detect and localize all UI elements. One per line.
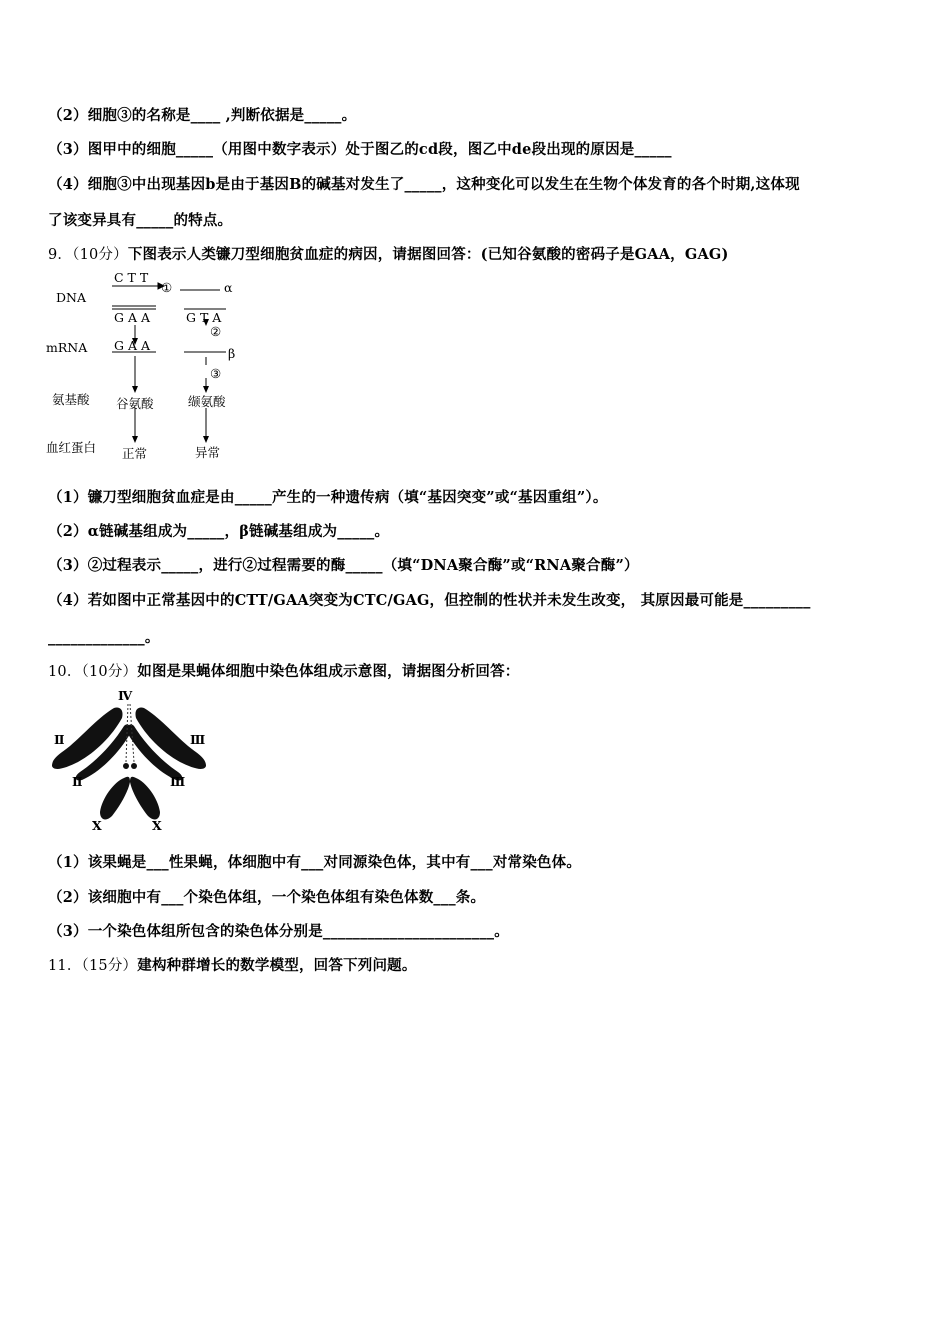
label-x-right: X (152, 818, 162, 833)
right-amino-acid: 缬氨酸 (188, 394, 226, 409)
row-label-mrna: mRNA (46, 340, 88, 355)
q8-part4-line1: （4）细胞③中出现基因b是由于基因B的碱基对发生了_____，这种变化可以发生在生物个体发育的各个时期,这体现 (48, 176, 800, 193)
chromosome-drawing (44, 686, 214, 836)
alpha-label: α (224, 280, 233, 295)
q10-part3: （3）一个染色体组所包含的染色体分别是_______________________。 (48, 923, 509, 940)
beta-label: β (228, 346, 236, 361)
left-amino-acid: 谷氨酸 (116, 396, 154, 411)
row-label-hemoglobin: 血红蛋白 (46, 440, 97, 455)
q9-part2: （2）α链碱基组成为_____，β链碱基组成为_____。 (48, 523, 390, 540)
label-ii-lower: Ⅱ (72, 774, 83, 789)
left-mrna-sequence: G A A (114, 338, 150, 353)
step2-marker: ② (210, 324, 222, 339)
label-ii-left: Ⅱ (54, 732, 65, 747)
q9-part4-line2: _____________。 (48, 629, 160, 646)
chromosome-x-right (130, 777, 160, 820)
label-iv: Ⅳ (118, 688, 133, 703)
q9-stem-text: 下图表示人类镰刀型细胞贫血症的病因，请据图回答：(已知谷氨酸的密码子是GAA，GAG) (127, 246, 729, 263)
q8-part4-line2: 了该变异具有_____的特点。 (48, 212, 233, 229)
q10-part2: （2）该细胞中有___个染色体组，一个染色体组有染色体数___条。 (48, 889, 486, 906)
step1-marker: ① (161, 280, 173, 295)
q9-diagram (40, 268, 250, 468)
q11-stem-text: 建构种群增长的数学模型，回答下列问题。 (137, 957, 417, 974)
row-label-dna: DNA (56, 290, 86, 305)
q10-stem (48, 660, 519, 681)
q10-chromosome-diagram (44, 686, 214, 836)
q9-part4-line1: （4）若如图中正常基因中的CTT/GAA突变为CTC/GAG，但控制的性状并未发生改变， 其原因最可能是_________ (48, 592, 811, 609)
q9-part3: （3）②过程表示_____，进行②过程需要的酶_____（填“DNA聚合酶”或“RNA聚合酶”） (48, 557, 639, 574)
q11-stem (48, 954, 417, 975)
q11-number: 11．（15分） (48, 958, 138, 974)
q10-part1: （1）该果蝇是___性果蝇，体细胞中有___对同源染色体，其中有___对常染色体。 (48, 854, 582, 871)
step3-marker: ③ (210, 366, 222, 381)
chromosome-x-left (100, 777, 130, 820)
q9-stem (48, 243, 729, 264)
label-iii-right: Ⅲ (190, 732, 206, 747)
row-label-amino-acid: 氨基酸 (52, 392, 90, 407)
right-dna-sequence: G T A (186, 310, 222, 325)
right-hemoglobin: 异常 (195, 445, 221, 460)
chromosome-iv-left-dot (123, 763, 129, 769)
left-dna-sequence: G A A (114, 310, 150, 325)
top-strand-sequence: C T T (114, 270, 149, 285)
label-x-left: X (92, 818, 102, 833)
left-hemoglobin: 正常 (122, 446, 148, 461)
q9-number: 9．（10分） (48, 247, 128, 263)
q10-stem-text: 如图是果蝇体细胞中染色体组成示意图，请据图分析回答： (137, 663, 520, 680)
label-iii-lower: Ⅲ (170, 774, 186, 789)
q8-part2: （2）细胞③的名称是____ ,判断依据是_____。 (48, 107, 357, 124)
chromosome-iv-right-dot (131, 763, 137, 769)
q10-number: 10．（10分） (48, 664, 138, 680)
q8-part3: （3）图甲中的细胞_____（用图中数字表示）处于图乙的cd段，图乙中de段出现的原因是_____ (48, 141, 672, 158)
q9-part1: （1）镰刀型细胞贫血症是由_____产生的一种遗传病（填“基因突变”或“基因重组”）。 (48, 489, 608, 506)
